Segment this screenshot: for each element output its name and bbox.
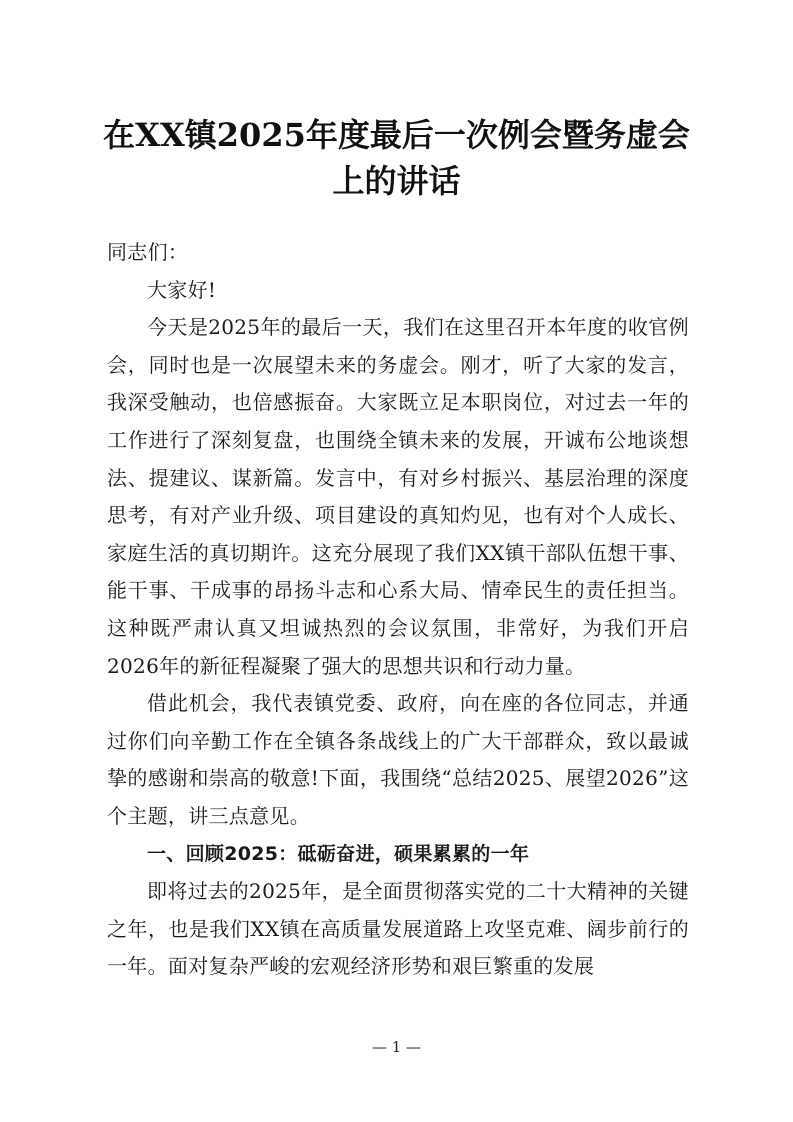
document-title: 在XX镇2025年度最后一次例会暨务虚会上的讲话 [103, 116, 690, 200]
section-heading: 一、回顾2025：砥砺奋进，硕果累累的一年 [147, 842, 530, 865]
section-paragraph: 即将过去的2025年，是全面贯彻落实党的二十大精神的关键之年，也是我们XX镇在高质量发展道路上攻坚克难、阔步前行的一年。面对复杂严峻的宏观经济形势和艰巨繁重的发展 [107, 879, 689, 979]
salutation: 同志们： [107, 240, 189, 264]
paragraph-opening: 今天是2025年的最后一天，我们在这里召开本年度的收官例会，同时也是一次展望未来的务虚会。刚才，听了大家的发言，我深受触动，也倍感振奋。大家既立足本职岗位，对过去一年的工作进行了深刻复盘，也围绕全镇未来的发展，开诚布公地谈想法、提建议、谋新篇。发言中，有对乡村振兴、基层治理的深度思考，有对产业升级、项目建设的真知灼见，也有对个人成长、家庭生活的真切期许。这充分展现了我们XX镇干部队伍想干事、能干事、干成事的昂扬斗志和心系大局、情牵民生的责任担当。这种既严肃认真又坦诚热烈的会议氛围，非常好，为我们开启2026年的新征程凝聚了强大的思想共识和行动力量。 [107, 315, 689, 678]
paragraph-thanks: 借此机会，我代表镇党委、政府，向在座的各位同志，并通过你们向辛勤工作在全镇各条战线上的广大干部群众，致以最诚挚的感谢和崇高的敬意!下面，我围绕“总结2025、展望2026”这个主题，讲三点意见。 [107, 691, 689, 828]
page-number: — 1 — [371, 1038, 422, 1056]
greeting: 大家好! [147, 277, 217, 302]
document-body [107, 234, 689, 986]
